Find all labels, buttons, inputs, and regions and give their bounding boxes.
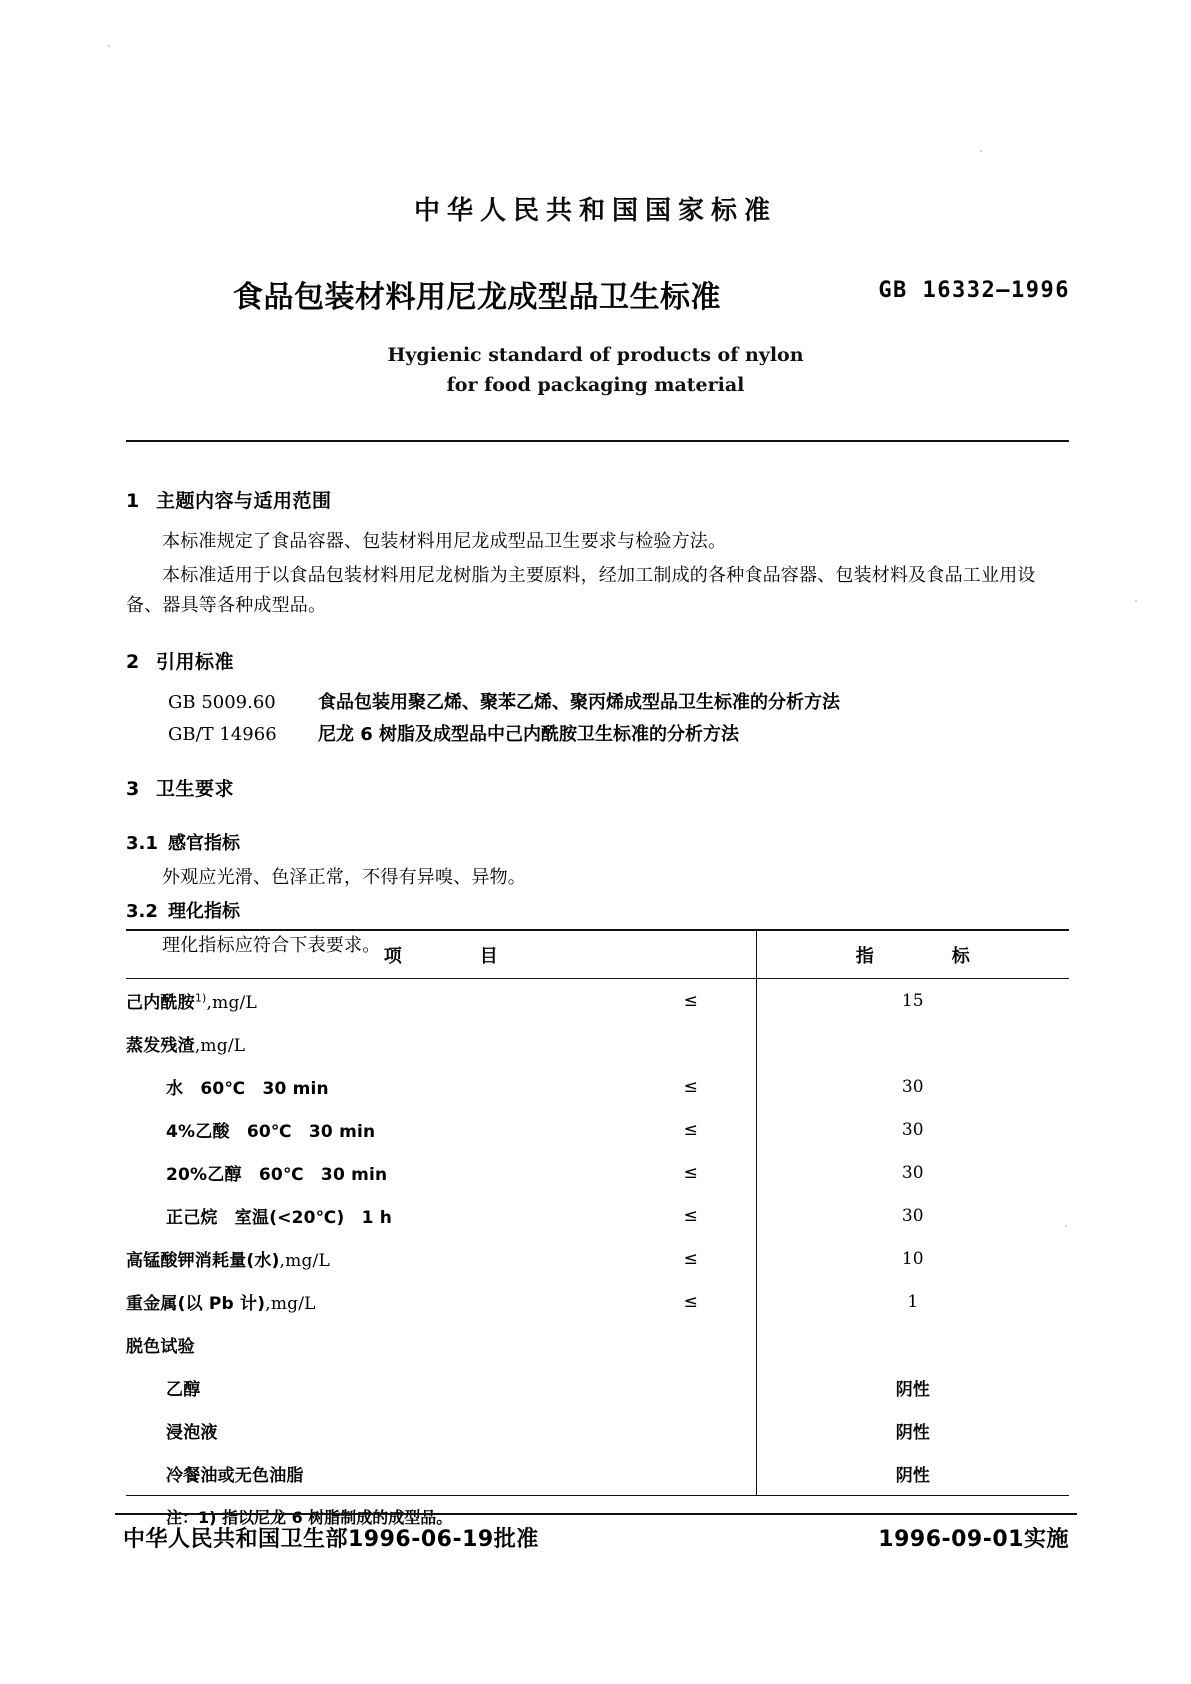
table-row [126,1022,1069,1065]
section-3-number: 3 [126,778,140,800]
section-2-title: 引用标准 [156,651,235,673]
table-cell-operator [626,1022,756,1065]
table-cell-item: 冷餐油或无色油脂 [166,1466,304,1486]
table-row [126,979,1069,1023]
column-header-item: 项 目 [126,930,756,979]
section-3-2-number: 3.2 [126,901,158,922]
document-body [126,486,1071,965]
table-cell-operator: ≤ [626,1108,756,1151]
table-row [126,1280,1069,1323]
section-1-heading [126,486,1071,513]
table-row [126,1452,1069,1495]
table-cell-value: 10 [901,1248,924,1269]
title-row [125,272,1070,318]
table-cell-value: 阴性 [895,1380,930,1400]
section-1-title: 主题内容与适用范围 [156,490,332,512]
column-header-value: 指 标 [756,930,1069,979]
table-cell-value: 30 [901,1162,924,1183]
reference-item [126,688,1071,718]
table-cell-value: 1 [907,1291,919,1312]
table-cell-item: 高锰酸钾消耗量(水),mg/L [126,1251,330,1271]
implementation-date: 1996-09-01实施 [878,1527,1069,1552]
section-2-number: 2 [126,651,140,673]
table-row [126,1366,1069,1409]
table-header-row [126,930,1069,979]
table-cell-operator [626,1366,756,1409]
section-3-1-heading [126,829,1071,855]
section-1-number: 1 [126,490,140,512]
reference-code: GB 5009.60 [168,692,276,713]
document-footer [115,1522,1077,1562]
reference-title: 食品包装用聚乙烯、聚苯乙烯、聚丙烯成型品卫生标准的分析方法 [318,692,840,713]
table-cell-item: 浸泡液 [166,1423,218,1443]
footnote-marker: 1) [194,991,207,1005]
table-cell-operator [626,1409,756,1452]
section-3-1-number: 3.1 [126,833,158,854]
table-cell-item: 脱色试验 [126,1337,195,1357]
table-cell-item: 水 60℃ 30 min [166,1079,329,1099]
table-bottom-divider [126,1495,1069,1496]
table-cell-value [756,1323,1069,1366]
reference-code: GB/T 14966 [168,724,277,745]
national-standard-header: 中华人民共和国国家标准 [413,196,777,226]
table-row [126,1409,1069,1452]
table-cell-value [756,1022,1069,1065]
section-1-paragraph-2: 本标准适用于以食品包装材料用尼龙树脂为主要原料，经加工制成的各种食品容器、包装材料及食品工业用设备、器具等各种成型品。 [126,565,1036,616]
table-cell-item: 己内酰胺$^{1)}$,mg/L [126,991,257,1013]
section-3-1-paragraph: 外观应光滑、色泽正常，不得有异嗅、异物。 [162,867,526,888]
english-title-line1: Hygienic standard of products of nylon [387,344,804,366]
table-cell-operator: ≤ [626,1194,756,1237]
table-row [126,1194,1069,1237]
header-divider [126,440,1069,442]
english-title [0,340,1191,400]
table-cell-value: 30 [901,1076,924,1097]
table-cell-value: 15 [901,990,924,1011]
section-3-heading [126,774,1071,801]
reference-item [126,720,1071,750]
table-cell-item: 重金属(以 Pb 计),mg/L [126,1294,316,1314]
table-cell-item: 正己烷 室温(<20℃) 1 h [166,1208,393,1228]
english-title-line2: for food packaging material [446,374,745,396]
unit-label: ,mg/L [265,1294,316,1314]
section-1-paragraph-1: 本标准规定了食品容器、包装材料用尼龙成型品卫生要求与检验方法。 [162,531,727,552]
standard-code: GB 16332—1996 [878,278,1070,303]
table-row [126,1108,1069,1151]
table-cell-operator [626,1452,756,1495]
table-cell-operator: ≤ [626,979,756,1023]
unit-label: ,mg/L [279,1251,330,1271]
section-3-2-title: 理化指标 [168,901,240,922]
reference-title: 尼龙 6 树脂及成型品中己内酰胺卫生标准的分析方法 [318,724,740,745]
footer-divider [115,1513,1077,1515]
section-3-title: 卫生要求 [156,778,235,800]
unit-label: ,mg/L [206,993,257,1013]
table-footnote: 注：1) 指以尼龙 6 树脂制成的成型品。 [166,1508,453,1527]
section-3-2-heading [126,897,1071,923]
section-3-2-paragraph: 理化指标应符合下表要求。 [162,935,381,956]
table-cell-item: 乙醇 [166,1380,201,1400]
table-cell-value: 30 [901,1205,924,1226]
table-cell-operator: ≤ [626,1237,756,1280]
table-cell-item: 4%乙酸 60℃ 30 min [166,1122,376,1142]
table-cell-value: 30 [901,1119,924,1140]
table-cell-value: 阴性 [895,1423,930,1443]
table-cell-operator: ≤ [626,1280,756,1323]
section-3-1-title: 感官指标 [168,833,240,854]
page-title: 食品包装材料用尼龙成型品卫生标准 [233,280,721,315]
section-2-heading [126,647,1071,674]
table-cell-value: 阴性 [895,1466,930,1486]
table-cell-item: 20%乙醇 60℃ 30 min [166,1165,388,1185]
specification-table-wrap [126,929,1069,1528]
table-row [126,1065,1069,1108]
table-cell-operator [626,1323,756,1366]
table-cell-operator: ≤ [626,1151,756,1194]
specification-table [126,929,1069,1495]
unit-label: ,mg/L [194,1036,246,1056]
table-cell-item: 蒸发残渣,mg/L [126,1036,246,1056]
approval-statement: 中华人民共和国卫生部1996-06-19批准 [123,1527,539,1552]
table-cell-operator: ≤ [626,1065,756,1108]
table-row [126,1151,1069,1194]
table-row [126,1323,1069,1366]
table-row [126,1237,1069,1280]
